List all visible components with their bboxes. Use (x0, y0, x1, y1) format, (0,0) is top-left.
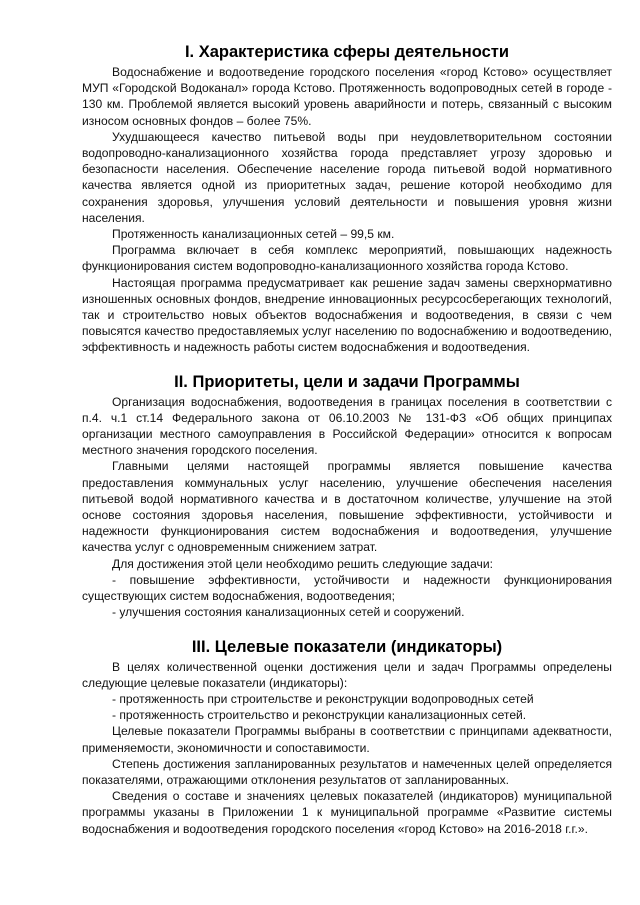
section-2-heading: II. Приоритеты, цели и задачи Программы (174, 372, 520, 391)
section-3-list-item-2: - протяженность строительство и реконструкции канализационных сетей. (112, 708, 527, 723)
section-1-paragraph-4: Программа включает в себя комплекс мероприятий, повышающих надежность функционирования систем водопроводно-канализационного хозяйства города Кстово. (82, 243, 612, 274)
section-3-paragraph-3: Степень достижения запланированных результатов и намеченных целей определяется показателями, отражающими отклонения результатов от запланированных. (82, 756, 612, 787)
section-3-heading: III. Целевые показатели (индикаторы) (191, 637, 503, 656)
section-3-list-item-1: - протяженность при строительстве и реконструкции водопроводных сетей (112, 691, 534, 706)
section-2-list-item-1: - повышение эффективности, устойчивости и надежности функционирования существующих систем водоснабжения, водоотведения; (82, 572, 612, 604)
section-1-paragraph-3: Протяженность канализационных сетей – 99,5 км. (112, 227, 395, 242)
section-1-paragraph-5: Настоящая программа предусматривает как решение задач замены сверхнормативно изношенных основных фондов, внедрение инновационных ресурсосберегающих технологий, так и строительство новых объектов водоснабжения и водоотведения, в связи с чем повысятся качество предоставляемых услуг населению по водоснабжению и водоотведению, эффективность и надежность работы систем водоснабжения и водоотведения. (82, 275, 612, 355)
section-2-list-item-2: - улучшения состояния канализационных сетей и сооружений. (112, 605, 465, 620)
section-3-paragraph-1: В целях количественной оценки достижения цели и задач Программы определены следующие целевые показатели (индикаторы): (82, 659, 612, 690)
section-1-paragraph-1: Водоснабжение и водоотведение городского поселения «город Кстово» осуществляет МУП «Городской Водоканал» города Кстово. Протяженность водопроводных сетей в городе - 130 км. Проблемой является высокий уровень аварийности и потерь, связанный с высоким износом основных фондов – более 75%. (82, 65, 612, 128)
section-1-paragraph-2: Ухудшающееся качество питьевой воды при неудовлетворительном состоянии водопроводно-канализационного хозяйства города представляет угрозу здоровью и безопасности населения. Обеспечение население города питьевой водой нормативного качества является одной из приоритетных задач, решение которой необходимо для сохранения здоровья, улучшения условий деятельности и повышения уровня жизни населения. (82, 129, 612, 225)
section-1-heading: I. Характеристика сферы деятельности (184, 43, 510, 61)
section-2-paragraph-3: Для достижения этой цели необходимо решить следующие задачи: (112, 556, 493, 571)
section-2-paragraph-2: Главными целями настоящей программы является повышение качества предоставления коммунальных услуг населению, улучшение обеспечения населения питьевой водой нормативного качества и в достаточном количестве, улучшение на этой основе состояния здоровья населения, повышение эффективности, устойчивости и надежности функционирования систем водоснабжения и водоотведения, улучшение качества услуг с одновременным снижением затрат. (82, 459, 612, 555)
section-3-paragraph-2: Целевые показатели Программы выбраны в соответствии с принципами адекватности, применяемости, экономичности и сопоставимости. (82, 724, 612, 755)
section-2-paragraph-1: Организация водоснабжения, водоотведения в границах поселения в соответствии с п.4. ч.1 ст.14 Федерального закона от 06.10.2003 № 131-ФЗ «Об общих принципах организации местного самоуправления в Российской Федерации» относится к вопросам местного значения городского поселения. (82, 394, 612, 458)
section-3-paragraph-4: Сведения о составе и значениях целевых показателей (индикаторов) муниципальной программы указаны в Приложении 1 к муниципальной программе «Развитие системы водоснабжения и водоотведения городского поселения «город Кстово» на 2016-2018 г.г.». (82, 789, 612, 836)
